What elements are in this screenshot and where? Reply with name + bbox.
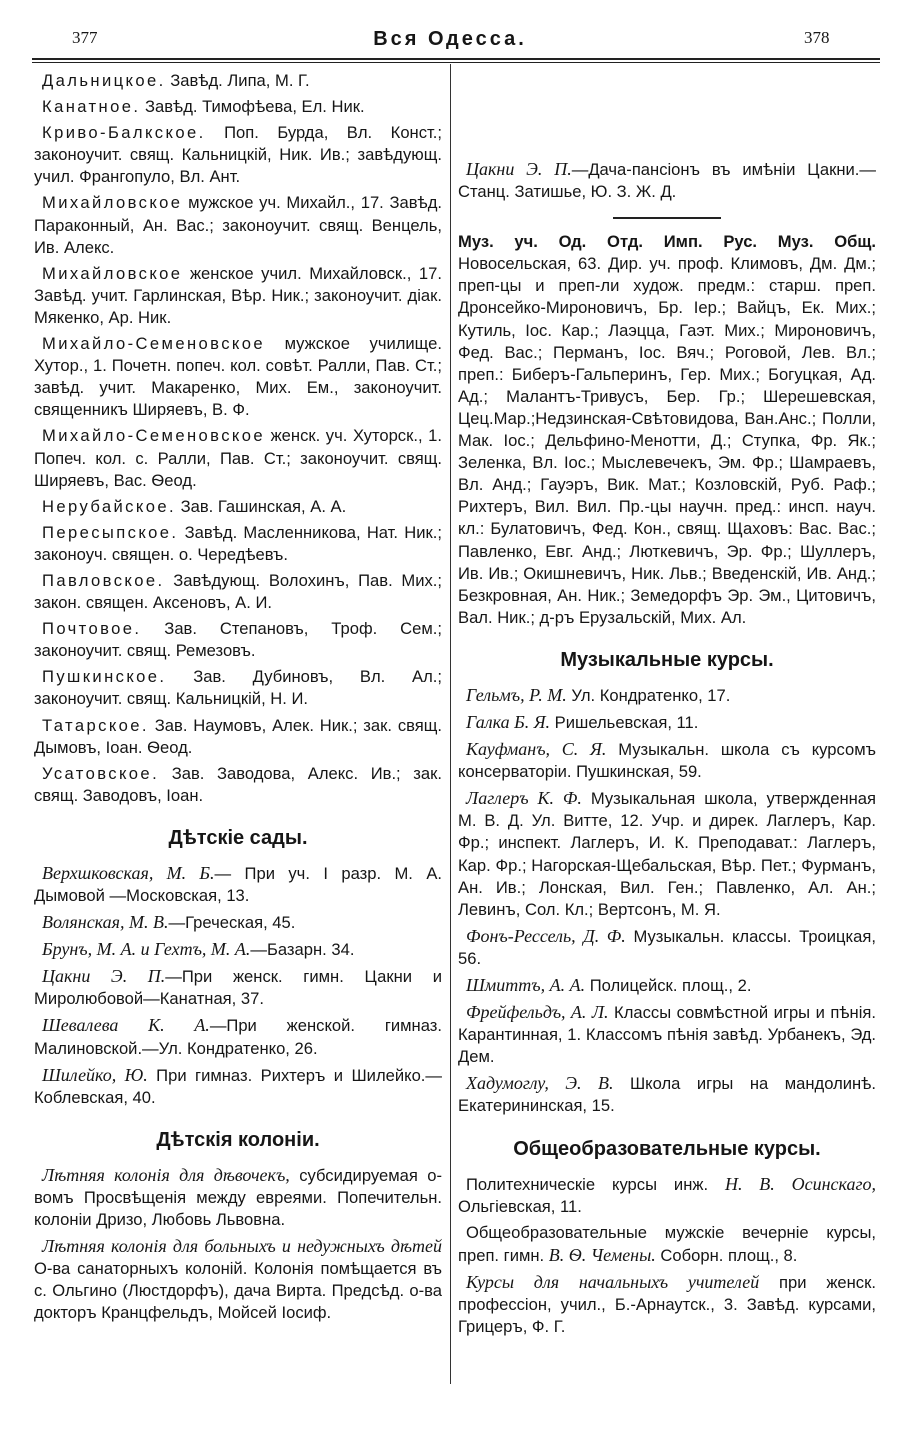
header-rule (32, 58, 880, 60)
list-item: Татарское. Зав. Наумовъ, Алек. Ник.; зак. свящ. Дымовъ, Іоан. Ѳеод. (34, 715, 442, 757)
section-heading-music-courses: Музыкальные курсы. (560, 648, 774, 671)
list-item: Гельмъ, Р. М. Ул. Кондратенко, 17. (466, 684, 731, 705)
section-heading-general-courses: Общеобразовательные курсы. (513, 1137, 821, 1160)
header-rule-thin (32, 62, 880, 63)
list-item: Пересыпское. Завѣд. Масленникова, Нат. Ник.; законоуч. священ. о. Чередѣевъ. (34, 522, 442, 564)
running-title: Вся Одесса. (373, 28, 527, 50)
page-number-left: 377 (72, 28, 98, 47)
list-item: Фрейфельдъ, А. Л. Классы совмѣстной игры и пѣнія. Карантинная, 1. Классомъ пѣнія завѣд. Урбанекъ, Эд. Дем. (458, 1002, 876, 1067)
list-item: Фонъ-Рессель, Д. Ф. Музыкальн. классы. Троицкая, 56. (458, 925, 877, 968)
section-heading-kindergartens: Дѣтскіе сады. (168, 826, 308, 849)
list-item: Лаглеръ К. Ф. Музыкальная школа, утвержденная М. В. Д. Ул. Витте, 12. Учр. и дирек. Лаглеръ, Кар. Фр.; инспект. Лаглеръ, И. К. Преподават.: Лаглеръ, Кар. Фр.; Нагорская-Щебальская, Вѣр. Пет.; Фурманъ, Ан. Ив.; Лонская, Вил. Ген.; Павленко, Ал. Ан.; Левинъ, Сол. Кл.; Вертсонъ, М. Я. (458, 788, 876, 919)
list-item: Нерубайское. Зав. Гашинская, А. А. (42, 496, 347, 516)
list-item: Почтовое. Зав. Степановъ, Троф. Сем.; законоучит. свящ. Ремезовъ. (34, 619, 442, 661)
list-item: Лѣтняя колонія для больныхъ и недужныхъ дѣтей О-ва санаторныхъ колоній. Колонія помѣщается въ с. Ольгино (Люстдорфъ), дача Вирта. Предсѣд. о-ва докторъ Кранцфельдъ, Мойсей Іосиф. (34, 1236, 442, 1323)
list-item: Общеобразовательные мужскіе вечерніе курсы, преп. гимн. В. Ѳ. Чемены. Соборн. площ., 8. (458, 1222, 876, 1265)
list-item: Михайло-Семеновское мужское училище. Хутор., 1. Почетн. попеч. кол. совѣт. Ралли, Пав. Ст.; завѣд. учит. Макаренко, Мих. Ем., законоучит. священникъ Ширяевъ, В. Ф. (34, 334, 442, 420)
right-column (458, 70, 876, 1342)
list-item: Шилейко, Ю. При гимназ. Рихтеръ и Шилейко.—Коблевская, 40. (34, 1064, 442, 1107)
list-item: Пушкинское. Зав. Дубиновъ, Вл. Ал.; законоучит. свящ. Кальницкій, Н. И. (34, 667, 442, 709)
list-item: Дальницкое. Завѣд. Липа, М. Г. (42, 71, 310, 90)
list-item: Шевалева К. А.—При женской. гимназ. Малиновской.—Ул. Кондратенко, 26. (34, 1015, 442, 1058)
list-item: Цакни Э. П.—Дача-пансіонъ въ имѣніи Цакни.—Станц. Затишье, Ю. З. Ж. Д. (458, 159, 876, 202)
schools-list (34, 70, 442, 807)
list-item: Муз. уч. Од. Отд. Имп. Рус. Муз. Общ. Новосельская, 63. Дир. уч. проф. Климовъ, Дм. Дм.; преп-цы и преп-ли худож. предм.: старш. преп. Дронсейко-Мироновичъ, Бр. Іер.; Вайцъ, Ек. Мих.; Кутиль, Іос. Кар.; Лаэцца, Гаэт. Мих.; Мироновичъ, Фед. Вас.; Перманъ, Іос. Вяч.; Роговой, Лев. Вл.; преп.: Биберъ-Гальперинъ, Гер. Мих.; Богуцкая, Ад. Ад.; Малантъ-Тривусъ, Бер. Гр.; Шерешевская, Цец.Мар.;Недзинская-Свѣтовидова, Ван.Анс.; Полли, Мак. Іос.; Дельфино-Менотти, Д.; Ступка, Фр. Як.; Зеленка, Вл. Іос.; Мыслевечекъ, Эм. Фр.; Шамраевъ, Вл. Анд.; Гауэръ, Вик. Мат.; Козловскій, Руб. Раф.; Рихтеръ, Вил. Вил. Пр.-цы научн. пред.: инсп. науч. кл.: Булатовичъ, Фед. Кон., свящ. Щаховъ: Вас. Вас.; Павленко, Евг. Анд.; Люткевичъ, Эр. Фр.; Шуллеръ, Ив. Ив.; Окишневичъ, Ник. Льв.; Введенскій, Ив. Анд.; Безкровная, Ан. Ник.; Земедорфъ Эр. Эм., Цитовичъ, Вал. Ник.; д-ръ Ерузальскій, Мих. Ал. (458, 232, 876, 627)
general-courses-list (458, 1173, 876, 1339)
page-header (0, 0, 900, 64)
list-item: Брунъ, М. А. и Гехтъ, М. А.—Базарн. 34. (42, 939, 355, 960)
page-number-right: 378 (804, 28, 830, 47)
list-item: Галка Б. Я. Ришельевская, 11. (466, 711, 699, 732)
list-item: Михайловское мужское уч. Михайл., 17. Завѣд. Параконный, Ан. Вас.; законоучит. свящ. Венцель, Ив. Алекс. (34, 193, 442, 257)
section-heading-colonies: Дѣтскія колоніи. (156, 1128, 320, 1151)
list-item: Политехническіе курсы инж. Н. В. Осинскаго, Ольгіевская, 11. (458, 1173, 876, 1216)
list-item: Кауфманъ, С. Я. Музыкальн. школа съ курсомъ консерваторіи. Пушкинская, 59. (458, 739, 876, 782)
kindergartens-list (34, 862, 442, 1109)
list-item: Павловское. Завѣдующ. Волохинъ, Пав. Мих.; закон. священ. Аксеновъ, А. И. (34, 570, 442, 613)
list-item: Криво-Балкское. Поп. Бурда, Вл. Конст.; законоучит. свящ. Кальницкій, Ник. Ив.; завѣдующ. учил. Франгопуло, Вл. Ант. (34, 123, 442, 187)
section-divider (613, 217, 721, 219)
list-item: Цакни Э. П.—При женск. гимн. Цакни и Миролюбовой—Канатная, 37. (34, 966, 442, 1009)
list-item: Верхшковская, М. Б.— При уч. I разр. М. А. Дымовой —Московская, 13. (34, 862, 442, 905)
column-divider (450, 64, 451, 1384)
list-item: Хадумоглу, Э. В. Школа игры на мандолинѣ. Екатерининская, 15. (458, 1073, 876, 1116)
left-column (34, 70, 442, 1329)
list-item: Волянская, М. В.—Греческая, 45. (42, 912, 296, 933)
list-item: Курсы для начальныхъ учителей при женск. профессіон, учил., Б.-Арнаутск., 3. Завѣд. курсами, Грицеръ, Ф. Г. (458, 1271, 876, 1337)
list-item: Усатовское. Зав. Заводова, Алекс. Ив.; зак. свящ. Заводовъ, Іоан. (34, 763, 442, 805)
list-item: Михайло-Семеновское женск. уч. Хуторск., 1. Попеч. кол. с. Ралли, Пав. Ст.; законоучит. свящ. Ширяевъ, Вас. Ѳеод. (34, 426, 442, 490)
list-item: Шмиттъ, А. А. Полицейск. площ., 2. (466, 975, 752, 995)
colonies-list (34, 1164, 442, 1325)
list-item: Михайловское женское учил. Михайловск., 17. Завѣд. учит. Гарлинская, Вѣр. Ник.; законоучит. діак. Мякенко, Ар. Ник. (34, 263, 442, 327)
music-courses-list (458, 684, 876, 1118)
list-item: Канатное. Завѣд. Тимофѣева, Ел. Ник. (42, 97, 365, 117)
list-item: Лѣтняя колонія для дѣвочекъ, субсидируемая о-вомъ Просвѣщенія между евреями. Попечительн. колоніи Дризо, Любовь Львовна. (34, 1164, 442, 1230)
